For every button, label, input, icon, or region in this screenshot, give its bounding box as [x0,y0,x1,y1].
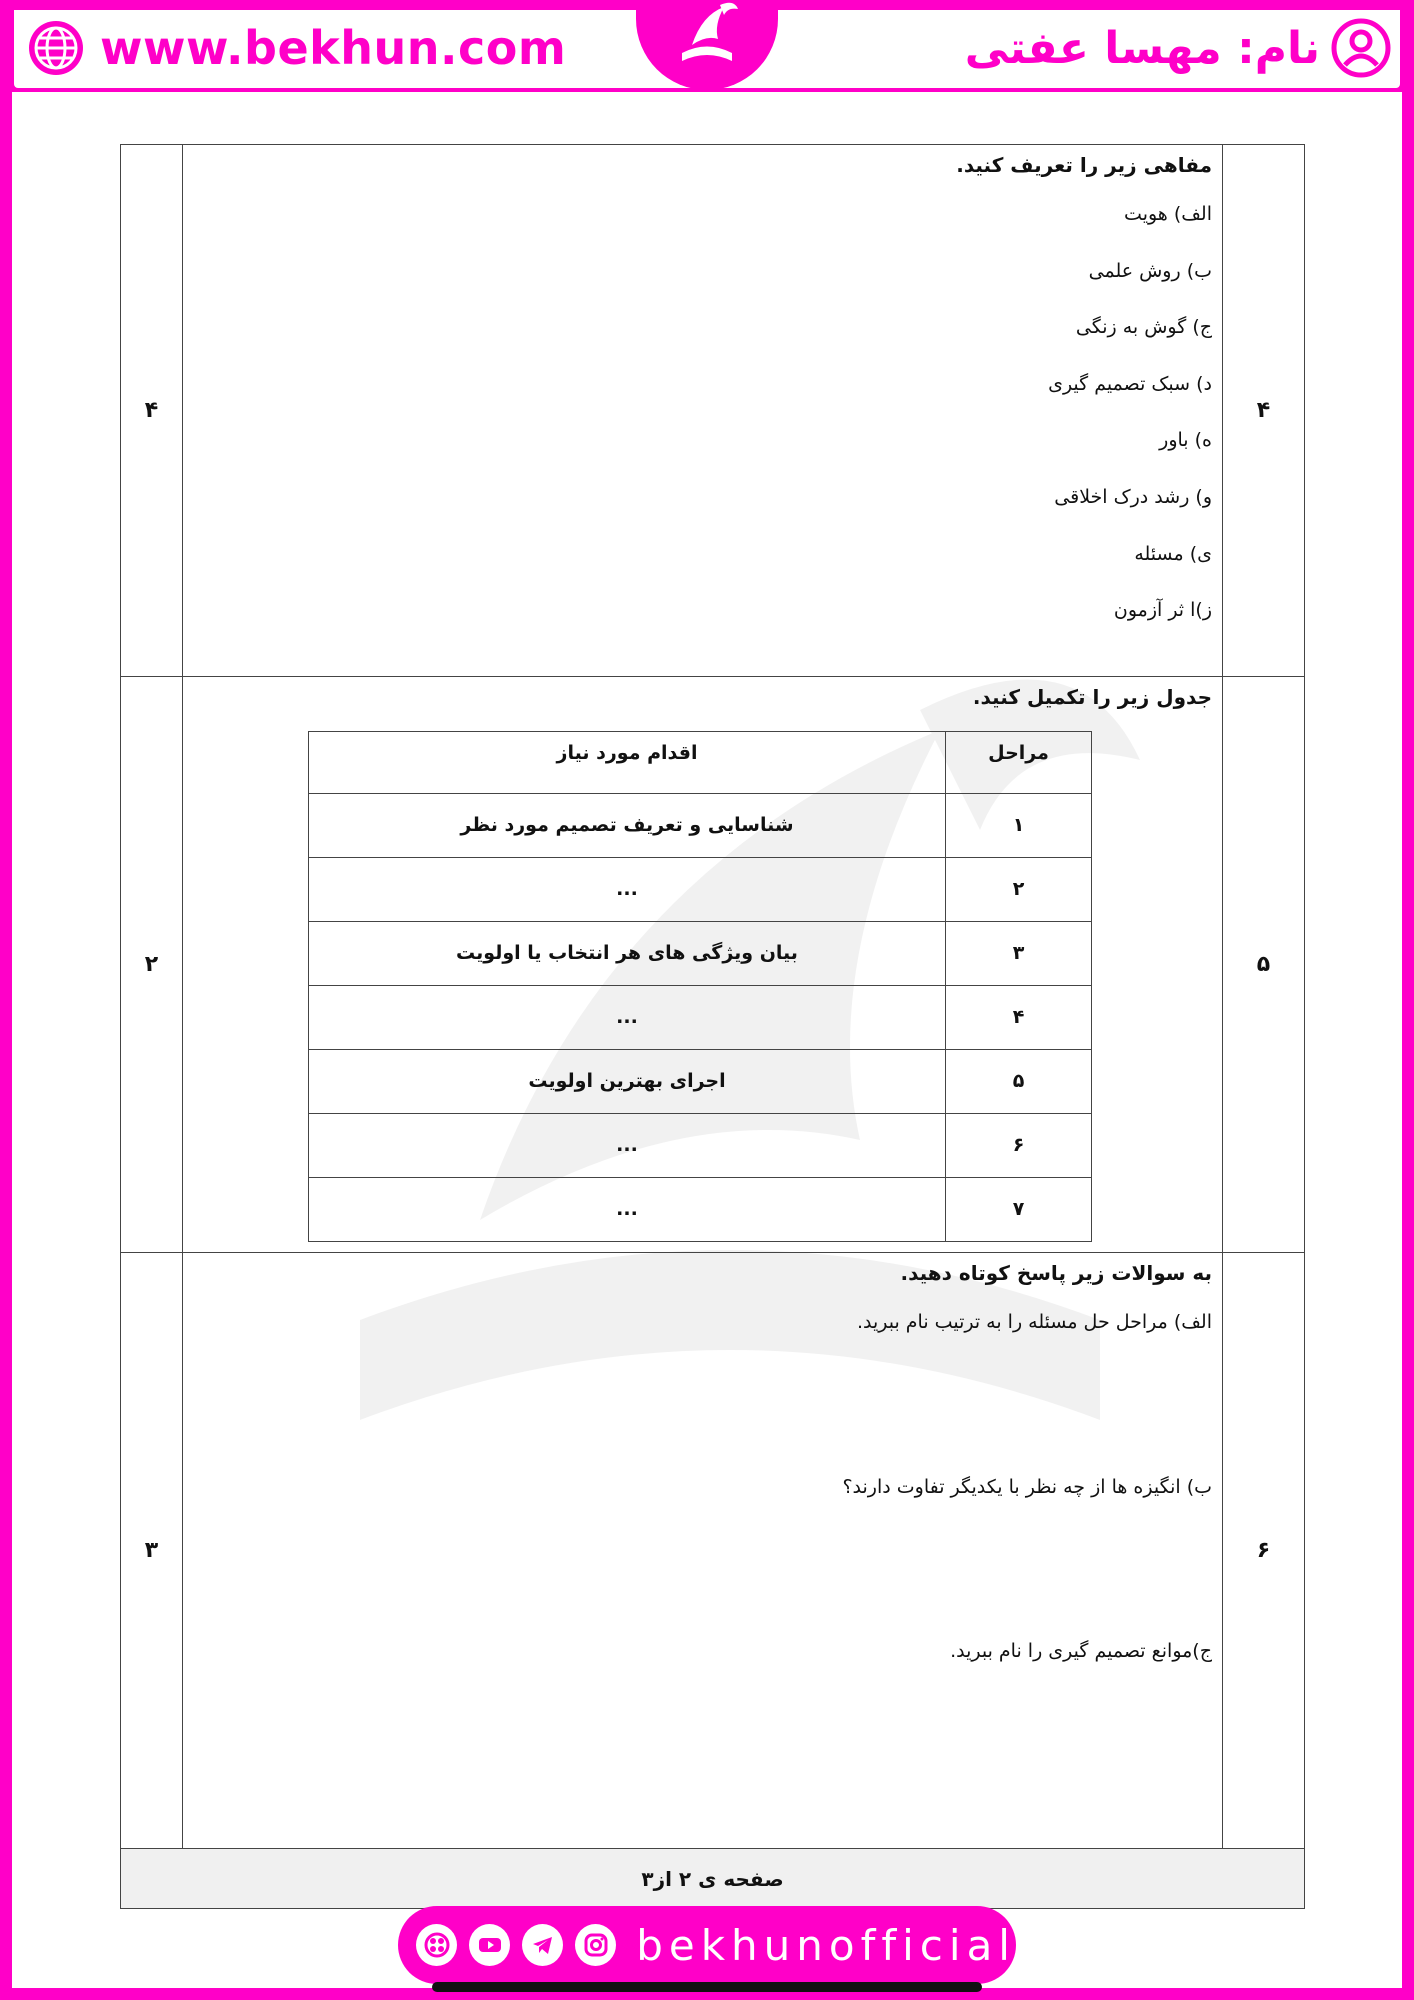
stage-action: شناسایی و تعریف تصمیم مورد نظر [309,794,946,858]
stage-action: ... [309,1114,946,1178]
social-shadow [432,1982,982,1992]
definition-item: ب) روش علمی [1088,259,1212,282]
stages-table-header [309,732,1092,794]
column-header-stage: مراحل [946,732,1092,794]
question-title: به سوالات زیر پاسخ کوتاه دهید. [900,1261,1212,1285]
website-link[interactable] [26,16,566,80]
definition-item: و) رشد درک اخلاقی [1054,485,1212,508]
student-name: نام: مهسا عفتی [964,22,1320,74]
definition-item: د) سبک تصمیم گیری [1048,372,1212,395]
book-logo-icon [662,0,752,75]
definition-item: الف) هویت [1124,203,1212,225]
stage-number: ۴ [946,986,1092,1050]
question-score: ۲ [121,677,183,1253]
definition-item: ی) مسئله [1134,542,1212,565]
question-number: ۵ [1223,677,1305,1253]
user-icon [1330,17,1392,79]
question-title: جدول زیر را تکمیل کنید. [972,685,1212,709]
table-row [309,1178,1092,1242]
table-row [309,1050,1092,1114]
table-row [309,794,1092,858]
globe-icon [26,18,86,78]
exam-table [120,144,1305,1909]
instagram-icon[interactable] [575,1924,616,1966]
question-title: مفاهی زیر را تعریف کنید. [956,153,1212,177]
short-answer-item: الف) مراحل حل مسئله را به ترتیب نام ببرید. [856,1311,1212,1333]
stage-number: ۱ [946,794,1092,858]
question-content [183,145,1223,677]
stage-action: ... [309,858,946,922]
definition-item: ه) باور [1159,429,1212,452]
definition-item: ج) گوش به زنگی [1075,316,1212,339]
stage-number: ۳ [946,922,1092,986]
youtube-icon[interactable] [469,1924,510,1966]
question-row-5 [121,677,1305,1253]
question-row-6 [121,1253,1305,1849]
student-name-block [965,16,1392,80]
page-number: صفحه ی ۲ از۳ [121,1849,1305,1909]
social-handle[interactable]: bekhunofficial [636,1920,1016,1970]
short-answer-item: ج)موانع تصمیم گیری را نام ببرید. [950,1640,1212,1663]
stage-action: بیان ویژگی های هر انتخاب یا اولویت [309,922,946,986]
question-number: ۶ [1223,1253,1305,1849]
telegram-icon[interactable] [522,1924,563,1966]
page-footer-row [121,1849,1305,1909]
question-number: ۴ [1223,145,1305,677]
question-content [183,1253,1223,1849]
social-bar [398,1906,1016,1984]
definition-item: ز)ا ثر آزمون [1113,599,1212,622]
aparat-icon[interactable] [416,1924,457,1966]
question-score: ۳ [121,1253,183,1849]
short-answer-item: ب) انگیزه ها از چه نظر با یکدیگر تفاوت دارند؟ [842,1475,1212,1498]
question-score: ۴ [121,145,183,677]
website-url[interactable]: www.bekhun.com [100,21,567,75]
stage-action: اجرای بهترین اولویت [309,1050,946,1114]
column-header-action: اقدام مورد نیاز [309,732,946,794]
table-row [309,858,1092,922]
stage-action: ... [309,1178,946,1242]
stage-number: ۶ [946,1114,1092,1178]
table-row [309,922,1092,986]
table-row [309,1114,1092,1178]
question-row-4 [121,145,1305,677]
stages-table [308,731,1092,1242]
stage-number: ۷ [946,1178,1092,1242]
stage-number: ۲ [946,858,1092,922]
table-row [309,986,1092,1050]
stage-number: ۵ [946,1050,1092,1114]
question-content [183,677,1223,1253]
stage-action: ... [309,986,946,1050]
